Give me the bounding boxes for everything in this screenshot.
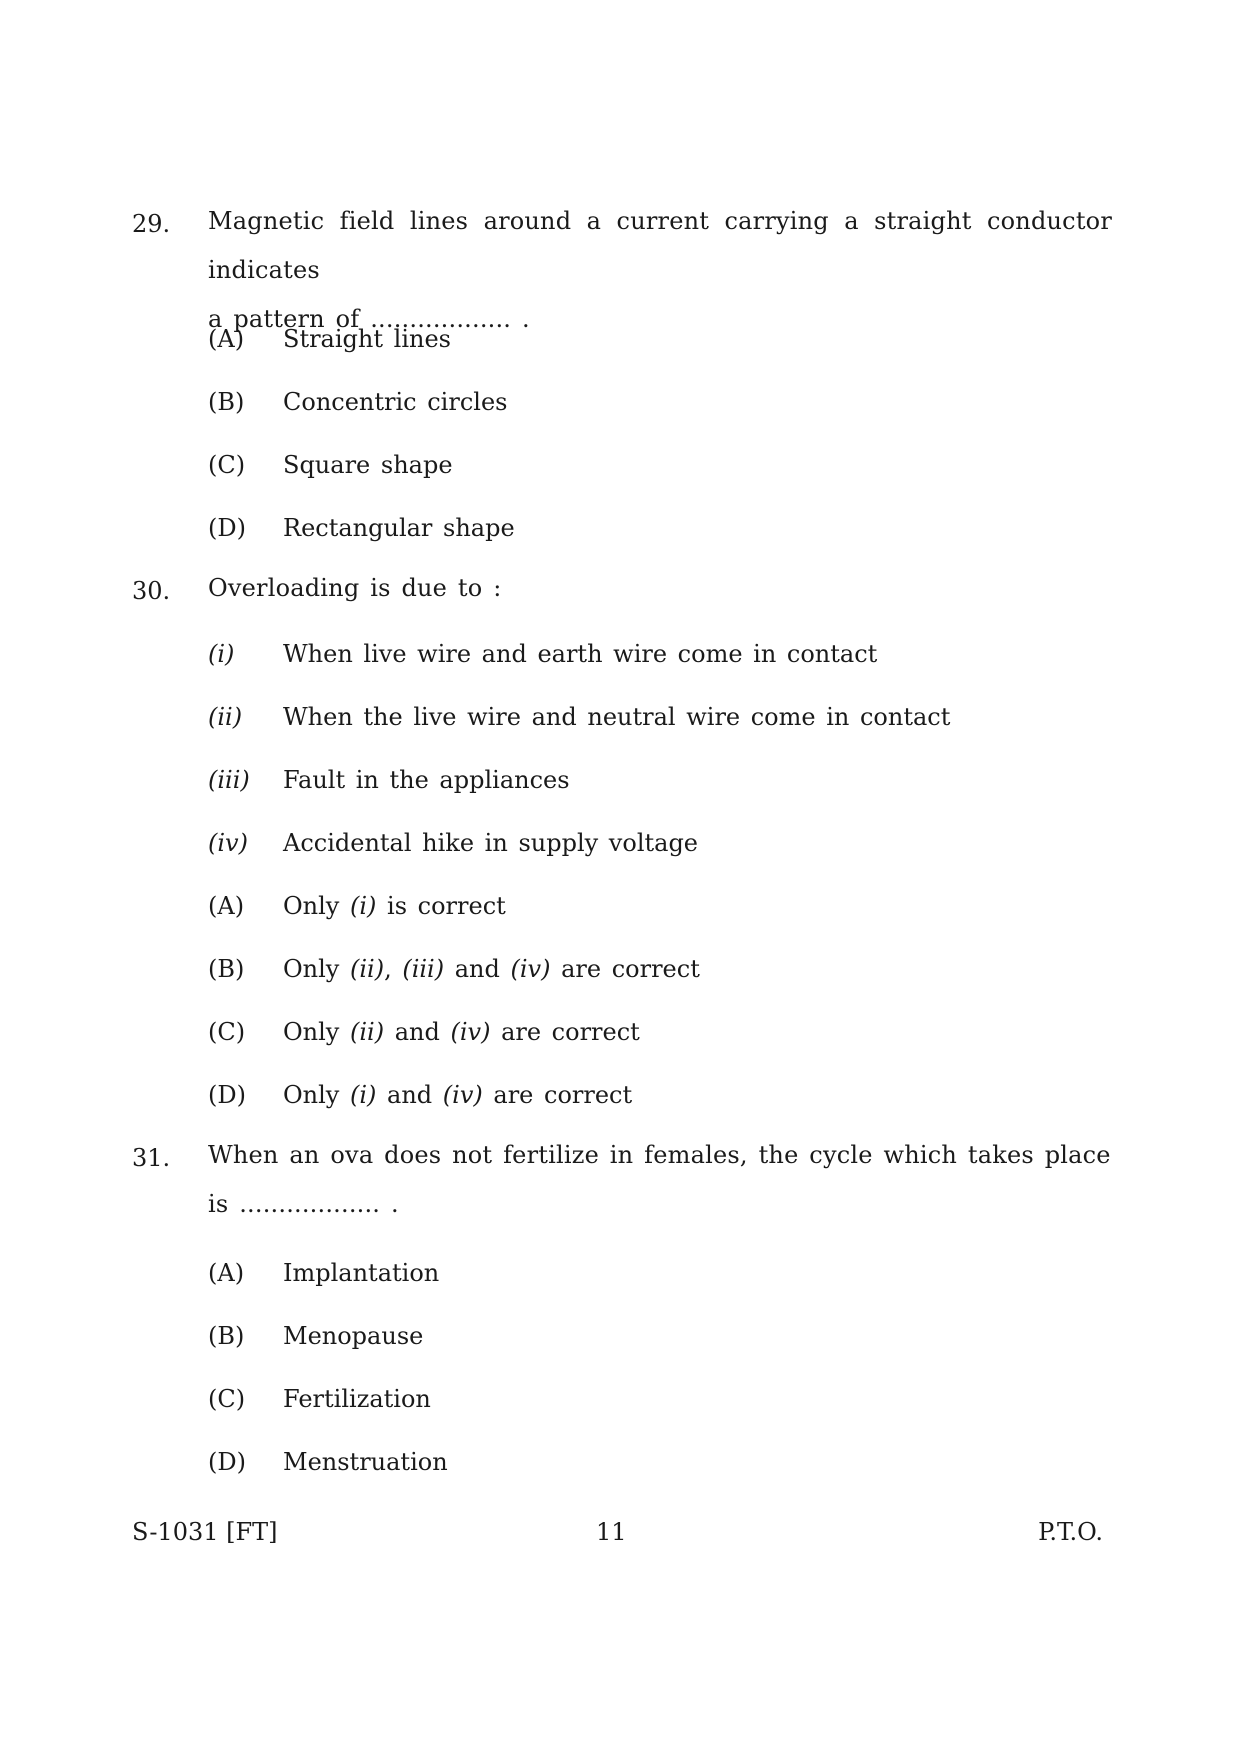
option-text-part: are correct: [490, 1018, 640, 1046]
option-label: (C): [208, 1385, 246, 1413]
option-text: Implantation: [283, 1259, 440, 1287]
option-text: Concentric circles: [283, 388, 508, 416]
statement-ref: (i): [350, 892, 377, 920]
statement-text: Accidental hike in supply voltage: [283, 829, 699, 857]
option-label: (B): [208, 1322, 245, 1350]
question-text-line2: is .................. .: [208, 1190, 399, 1218]
question-text: [208, 197, 1112, 344]
statement-ref: (iv): [510, 955, 551, 983]
option-text: [283, 892, 506, 920]
statement-ref: (iii): [402, 955, 445, 983]
option-label: (C): [208, 451, 246, 479]
page-number: 11: [596, 1518, 627, 1546]
statement-text: When the live wire and neutral wire come in contact: [283, 703, 951, 731]
option-text: Menstruation: [283, 1448, 448, 1476]
question-text-line2: a pattern of .................. .: [208, 305, 530, 333]
statement-text: When live wire and earth wire come in contact: [283, 640, 878, 668]
statement-ref: (i): [350, 1081, 377, 1109]
option-text-part: and: [376, 1081, 443, 1109]
paper-code: S-1031 [FT]: [132, 1518, 278, 1546]
option-label: (D): [208, 1448, 246, 1476]
statement-text: Fault in the appliances: [283, 766, 570, 794]
question-number: 31.: [132, 1144, 171, 1172]
option-text: [283, 1081, 632, 1109]
question-text-line1: Overloading is due to :: [208, 574, 502, 602]
pto-label: P.T.O.: [1038, 1518, 1103, 1546]
statement-ref: (ii): [350, 1018, 385, 1046]
statement-label: (i): [208, 640, 235, 668]
statement-label: (ii): [208, 703, 243, 731]
option-label: (A): [208, 325, 245, 353]
option-label: (B): [208, 955, 245, 983]
option-text: Straight lines: [283, 325, 451, 353]
option-text: Menopause: [283, 1322, 424, 1350]
option-text-part: Only: [283, 1081, 350, 1109]
option-label: (D): [208, 1081, 246, 1109]
option-label: (A): [208, 1259, 245, 1287]
option-text-part: Only: [283, 1018, 350, 1046]
statement-ref: (iv): [450, 1018, 491, 1046]
option-text-part: is correct: [376, 892, 506, 920]
option-label: (C): [208, 1018, 246, 1046]
option-text-part: are correct: [550, 955, 700, 983]
option-label: (D): [208, 514, 246, 542]
statement-ref: (iv): [442, 1081, 483, 1109]
option-text-part: Only: [283, 955, 350, 983]
option-text: [283, 955, 700, 983]
option-label: (B): [208, 388, 245, 416]
question-number: 30.: [132, 577, 171, 605]
question-text-line1: Magnetic field lines around a current carrying a straight conductor indicates: [208, 207, 1112, 284]
option-text-part: ,: [384, 955, 403, 983]
option-text: Fertilization: [283, 1385, 431, 1413]
question-text: [208, 564, 1112, 613]
question-number: 29.: [132, 210, 171, 238]
statement-label: (iii): [208, 766, 250, 794]
question-text: [208, 1131, 1112, 1229]
option-text-part: Only: [283, 892, 350, 920]
option-text: Rectangular shape: [283, 514, 515, 542]
question-text-line1: When an ova does not fertilize in females, the cycle which takes place: [208, 1141, 1111, 1169]
option-text-part: and: [384, 1018, 451, 1046]
option-text: [283, 1018, 640, 1046]
option-text-part: are correct: [482, 1081, 633, 1109]
statement-label: (iv): [208, 829, 248, 857]
statement-ref: (ii): [350, 955, 385, 983]
option-label: (A): [208, 892, 245, 920]
option-text: Square shape: [283, 451, 453, 479]
option-text-part: and: [444, 955, 511, 983]
